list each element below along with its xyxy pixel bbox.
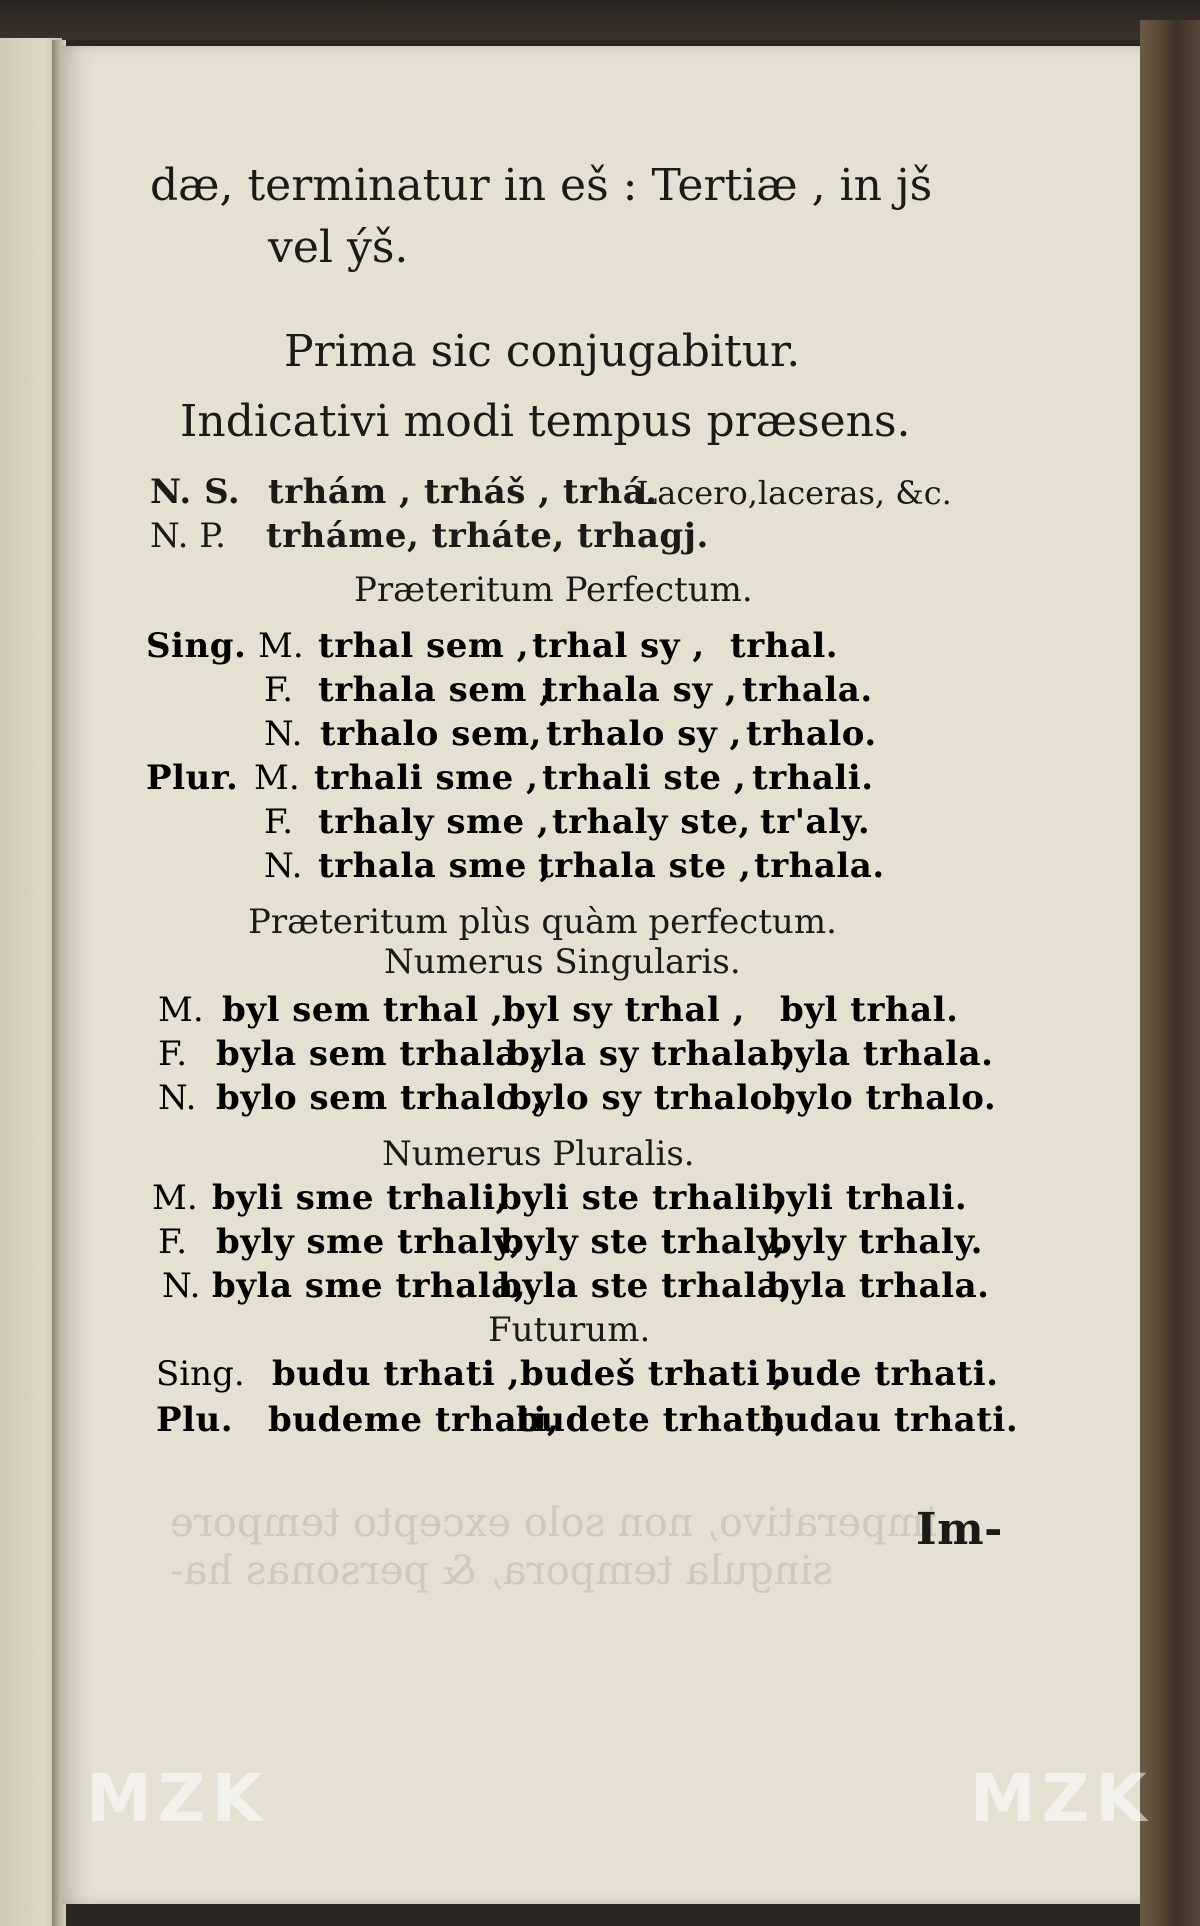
form-cell: trhala ste , <box>538 846 752 886</box>
gender-label: N. <box>162 1266 201 1306</box>
form-cell: trhala sme , <box>318 846 552 886</box>
form-cell: byla trhala. <box>766 1266 990 1306</box>
form-cell: byli sme trhali, <box>212 1178 508 1218</box>
form-cell: bylo trhalo. <box>772 1078 997 1118</box>
form-cell: byly sme trhaly, <box>216 1222 523 1262</box>
form-cell: trhalo. <box>746 714 877 754</box>
plural-title: Numerus Pluralis. <box>382 1134 695 1174</box>
gender-label: F. <box>158 1034 188 1074</box>
form-cell: budu trhati , <box>272 1354 520 1394</box>
form-cell: byly ste trhaly, <box>500 1222 786 1262</box>
form-cell: budau trhati. <box>760 1400 1019 1440</box>
show-through-text: imperativo, non solo excepto tempore <box>170 1500 938 1546</box>
watermark-left: MZK <box>86 1760 269 1837</box>
heading-indicativi: Indicativi modi tempus præsens. <box>180 396 911 447</box>
book-cover-edge <box>1140 20 1200 1926</box>
form-cell: budete trhati, <box>516 1400 787 1440</box>
form-cell: trhala. <box>742 670 873 710</box>
form-cell: trhalo sem, <box>320 714 542 754</box>
gender-label: F. <box>264 802 294 842</box>
number-label: Sing. <box>146 626 247 666</box>
form-cell: bylo sem trhalo , <box>216 1078 544 1118</box>
form-cell: trhaly sme , <box>318 802 550 842</box>
form-cell: trhala. <box>754 846 885 886</box>
form-cell: bude trhati. <box>766 1354 999 1394</box>
present-latin-gloss: Lacero,laceras, &c. <box>636 474 952 512</box>
catchword: Im- <box>916 1504 1003 1555</box>
form-cell: trhali sme , <box>314 758 539 798</box>
number-label: Sing. <box>156 1354 245 1394</box>
form-cell: trhali. <box>752 758 874 798</box>
form-cell: trhali ste , <box>542 758 747 798</box>
form-cell: byli ste trhali , <box>498 1178 786 1218</box>
form-cell: tr'aly. <box>760 802 871 842</box>
text-line-1: dæ, terminatur in eš : Tertiæ , in jš <box>150 160 933 211</box>
form-cell: bylo sy trhalo , <box>508 1078 798 1118</box>
singular-title: Numerus Singularis. <box>384 942 741 982</box>
form-cell: byla sme trhala, <box>212 1266 527 1306</box>
gender-label: F. <box>158 1222 188 1262</box>
present-singular-label: N. S. <box>150 472 241 512</box>
number-label: Plu. <box>156 1400 234 1440</box>
gender-label: M. <box>258 626 304 666</box>
form-cell: byla sy trhala , <box>506 1034 795 1074</box>
form-cell: trhalo sy , <box>546 714 742 754</box>
form-cell: byla ste trhala, <box>498 1266 792 1306</box>
gender-label: N. <box>158 1078 197 1118</box>
form-cell: byla trhala. <box>770 1034 994 1074</box>
present-singular-forms: trhám , trháš , trhá. <box>268 472 658 512</box>
gender-label: N. <box>264 714 303 754</box>
form-cell: byl sy trhal , <box>502 990 745 1030</box>
text-line-2: vel ýš. <box>268 222 409 273</box>
pluperfect-title: Præteritum plùs quàm perfectum. <box>248 902 837 942</box>
form-cell: byla sem trhala , <box>216 1034 543 1074</box>
form-cell: trhaly ste, <box>552 802 751 842</box>
form-cell: byl trhal. <box>780 990 959 1030</box>
number-label: Plur. <box>146 758 239 798</box>
form-cell: trhala sy , <box>542 670 738 710</box>
gender-label: N. <box>264 846 303 886</box>
form-cell: trhal. <box>730 626 839 666</box>
form-cell: trhal sy , <box>532 626 705 666</box>
gender-label: M. <box>254 758 300 798</box>
form-cell: budeš trhati , <box>520 1354 785 1394</box>
gender-label: M. <box>158 990 204 1030</box>
form-cell: byli trhali. <box>762 1178 968 1218</box>
form-cell: budeme trhati, <box>268 1400 560 1440</box>
form-cell: byly trhaly. <box>768 1222 984 1262</box>
form-cell: trhal sem , <box>318 626 530 666</box>
gender-label: M. <box>152 1178 198 1218</box>
perfect-title: Præteritum Perfectum. <box>354 570 753 610</box>
show-through-text: singula tempora, & personas ha- <box>170 1548 833 1594</box>
watermark-right: MZK <box>970 1760 1153 1837</box>
heading-prima: Prima sic conjugabitur. <box>284 326 801 377</box>
book-top-edge <box>0 0 1200 40</box>
form-cell: byl sem trhal , <box>222 990 504 1030</box>
present-plural-forms: trháme, trháte, trhagj. <box>266 516 709 556</box>
future-title: Futurum. <box>488 1310 651 1350</box>
form-cell: trhala sem , <box>318 670 552 710</box>
present-plural-label: N. P. <box>150 516 226 556</box>
gender-label: F. <box>264 670 294 710</box>
